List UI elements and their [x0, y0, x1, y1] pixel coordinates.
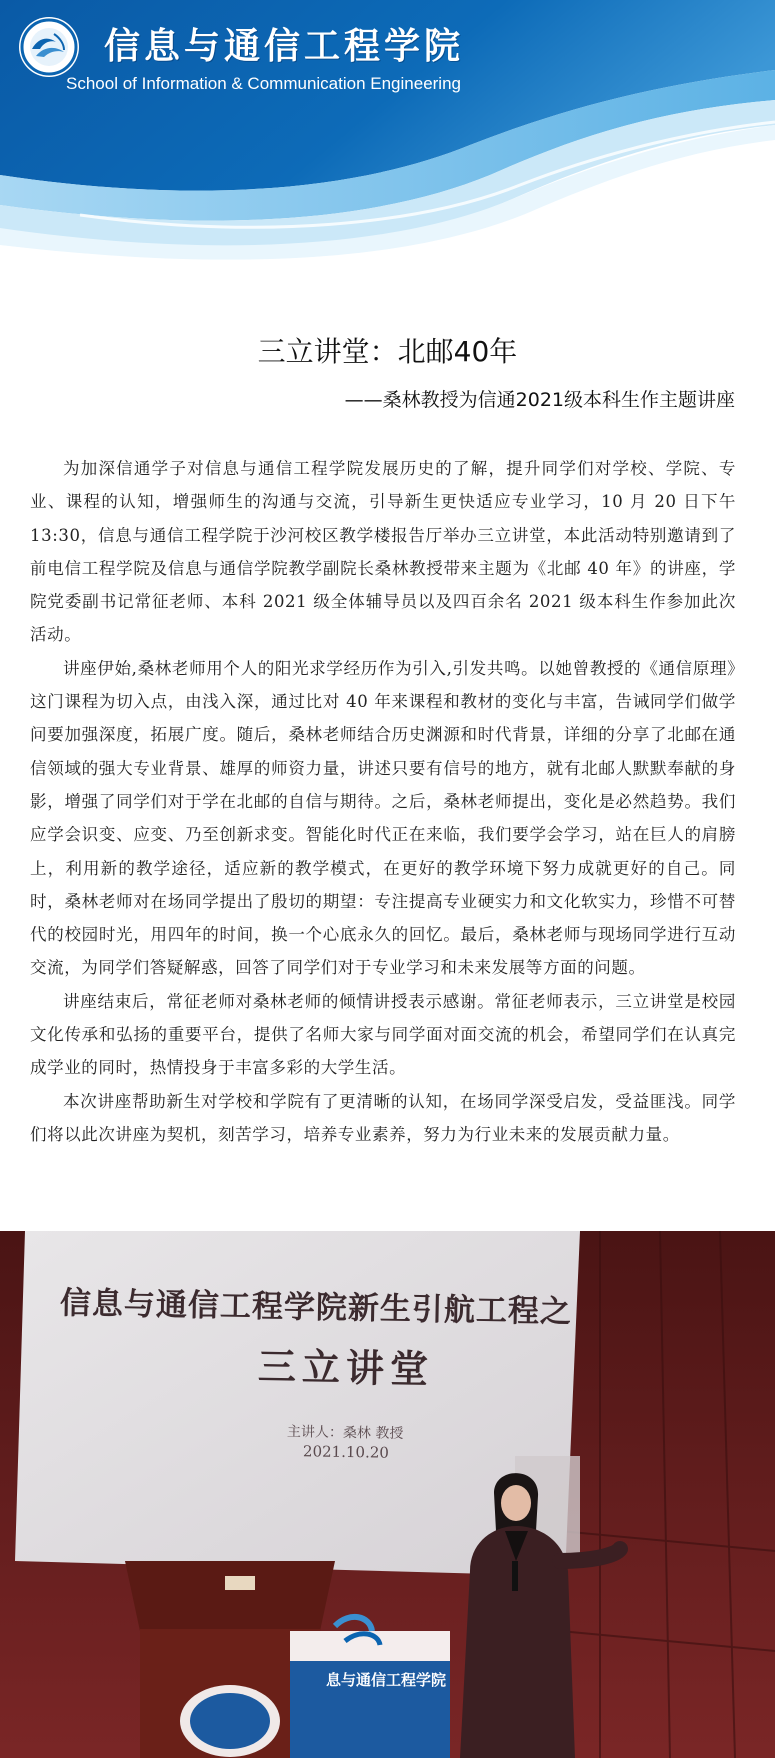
slide-title: 信息与通信工程学院新生引航工程之 — [59, 1285, 573, 1331]
slide-date: 2021.10.20 — [302, 1442, 390, 1462]
paragraph: 为加深信通学子对信息与通信工程学院发展历史的了解，提升同学们对学校、学院、专业、课程的认知，增强师生的沟通与交流，引导新生更快适应专业学习，10 月 20 日下午 13:30，信息与通信工程学院于沙河校区教学楼报告厅举办三立讲堂，本此活动特别邀请到了前电信工程学院及信息与通信学院教学副院长桑林教授带来主题为《北邮 40 年》的讲座，学院党委副书记常征老师、本科 2021 级全体辅导员以及四百余名 2021 级本科生作参加此次活动。 — [30, 459, 736, 645]
school-english-name: School of Information & Communication Engineering — [66, 74, 461, 93]
article-title: 三立讲堂：北邮40年 — [257, 335, 518, 368]
paragraph: 本次讲座帮助新生对学校和学院有了更清晰的认知，在场同学深受启发，受益匪浅。同学们将以此次讲座为契机，刻苦学习，培养专业素养，努力为行业未来的发展贡献力量。 — [30, 1091, 736, 1144]
slide-subtitle: 三立讲堂 — [257, 1343, 435, 1392]
paragraph: 讲座结束后，常征老师对桑林老师的倾情讲授表示感谢。常征老师表示，三立讲堂是校园文化传承和弘扬的重要平台，提供了名师大家与同学面对面交流的机会，希望同学们在认真完成学业的同时，热情投身于丰富多彩的大学生活。 — [30, 991, 736, 1078]
paragraph: 讲座伊始,桑林老师用个人的阳光求学经历作为引入,引发共鸣。以她曾教授的《通信原理》这门课程为切入点，由浅入深，通过比对 40 年来课程和教材的变化与丰富，告诫同学们做学问要加强深度，拓展广度。随后，桑林老师结合历史渊源和时代背景，详细的分享了北邮在通信领域的强大专业背景、雄厚的师资力量，讲述只要有信号的地方，就有北邮人默默奉献的身影，增强了同学们对于学在北邮的自信与期待。之后，桑林老师提出，变化是必然趋势。我们应学会识变、应变、乃至创新求变。智能化时代正在来临，我们要学会学习，站在巨人的肩膀上，利用新的教学途径，适应新的教学模式，在更好的教学环境下努力成就更好的自己。同时，桑林老师对在场同学提出了殷切的期望：专注提高专业硬实力和文化软实力，珍惜不可替代的校园时光，用四年的时间，换一个心底永久的回忆。最后，桑林老师与现场同学进行互动交流，为同学们答疑解惑，回答了同学们对于专业学习和未来发展等方面的问题。 — [30, 658, 736, 978]
article-subtitle: ——桑林教授为信通2021级本科生作主题讲座 — [344, 389, 735, 411]
stage-banner-text: 息与通信工程学院 — [326, 1671, 447, 1689]
header-banner — [0, 0, 775, 270]
school-chinese-name: 信息与通信工程学院 — [104, 25, 465, 67]
slide-speaker: 主讲人：桑林 教授 — [286, 1423, 404, 1443]
article-body — [30, 452, 736, 1151]
school-logo — [18, 16, 80, 78]
